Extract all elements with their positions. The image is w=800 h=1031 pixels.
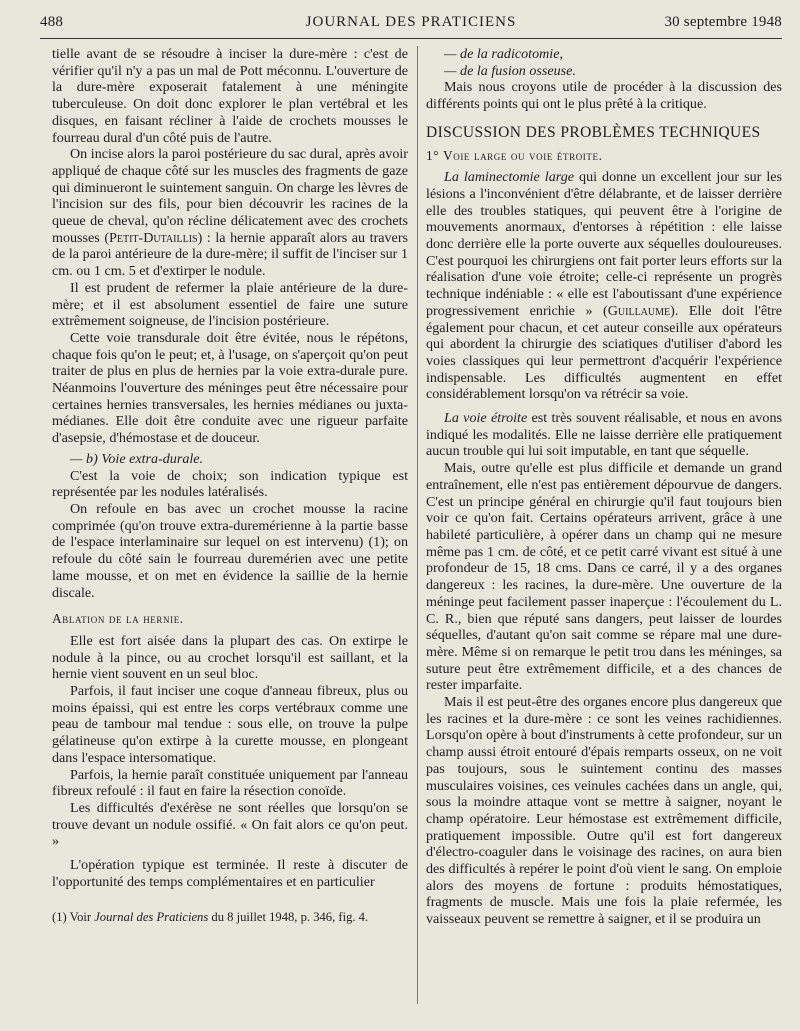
section-title: DISCUSSION DES PROBLÈMES TECHNIQUES [426,123,761,141]
paragraph: On incise alors la paroi postérieure du sac dural, après avoir appliqué de chaque côté sur les muscles des fragments de gaze qui diminueront le suintement sanguin. On charge les lèvres de l'incision sur des fils, pour bien découvrir les racines de la queue de cheval, qu'on récline délicatement avec des crochets mousses (Petit-Dutaillis) : la hernie apparaît alors au travers de la paroi antérieure de la dure-mère; il suffit de l'inciser sur 1 cm. ou 1 cm. 5 et d'extirper le nodule. [52,146,408,280]
header-rule [40,38,782,39]
subsection-heading: — b) Voie extra-durale. [70,450,204,467]
paragraph: Mais, outre qu'elle est plus difficile et demande un grand entraînement, elle n'est pas entièrement dépourvue de dangers. C'est un principe général en chirurgie qu'il faut toujours bien voir ce qu'on fait. Certains opérateurs arrivent, grâce à une habileté particulière, à opérer dans un champ qui ne mesure même pas 1 cm. de côté, et ce petit carré vivant est situé à une profondeur de 15, 18 cms. Dans ce carré, il y a des organes dangereux : les racines, la dure-mère. Une ouverture de la méninge peut facilement passer inaperçue : l'écoulement du L. C. R., bien que réputé sans dangers, peut laisser de lourdes séquelles, d'autant qu'on sait comme se répare mal une dure-mère. Même si on remarque le petit trou dans les méninges, sa suture peut être extrêmement difficile, et a des chances de rester imparfaite. [426,460,782,694]
paragraph: Parfois, la hernie paraît constituée uniquement par l'anneau fibreux refoulé : il faut en faire la résection conoïde. [52,766,408,800]
paragraph: Mais nous croyons utile de procéder à la discussion des différents points qui ont le plus prêté à la critique. [426,79,782,113]
paragraph: Les difficultés d'exérèse ne sont réelles que lorsqu'on se trouve devant un nodule ossifié. « On fait alors ce qu'on peut. » [52,799,408,850]
paragraph: L'opération typique est terminée. Il reste à discuter de l'opportunité des temps complémentaires et en particulier [52,857,408,890]
paragraph: Parfois, il faut inciser une coque d'anneau fibreux, plus ou moins épaissi, qui est entre les corps vertébraux comme une peau de tambour mal tendue : sous elle, on trouve la pulpe gélatineuse qu'on extirpe à la curette mousse, en plongeant dans l'espace intersomatique. [52,683,408,766]
page-header [40,14,782,34]
author-name: Guillaume [607,302,671,319]
paragraph: tielle avant de se résoudre à inciser la dure-mère : c'est de vérifier qu'il n'y a pas un mal de Pott méconnu. L'ouverture de la dure-mère exposerait fatalement à une méningite tuberculeuse. On doit donc explorer le plan vertébral et les disques, en faisant récliner à l'aide de crochets mousses le fourreau dural d'un côté puis de l'autre. [52,46,408,146]
list-item: — de la fusion osseuse. [444,62,576,79]
right-column [426,46,782,928]
issue-date: 30 septembre 1948 [664,14,782,30]
paragraph: Cette voie transdurale doit être évitée, nous le répétons, chaque fois qu'on le peut; et, à l'usage, on s'aperçoit qu'on peut traiter de plus en plus de hernies par la voie extra-durale pure. Néanmoins l'ouverture des méninges peut être nécessaire pour certaines hernies transversales, les hernies médianes ou juxta-médianes. Elle doit être conduite avec une rigueur parfaite d'asepsie, d'hémostase et de douceur. [52,329,408,447]
page-number: 488 [40,14,64,30]
paragraph: On refoule en bas avec un crochet mousse la racine comprimée (qu'on trouve extra-duremérienne à la partie basse de l'espace interlaminaire sur lequel on est intervenu) (1); on refoule du côté sain le fourreau duremérien avec une petite lame mousse, et on met en évidence la saillie de la hernie discale. [52,500,408,601]
paragraph: La laminectomie large qui donne un excellent jour sur les lésions a l'inconvénient d'être délabrante, et de laisser derrière elle des troubles statiques, qui peuvent être à l'origine de mouvements anormaux, d'entorses à répétition : elle laisse donc derrière elle la porte ouverte aux séquelles douloureuses. C'est pourquoi les chirurgiens ont fait porter leurs efforts sur la réalisation d'une voie étroite; celle-ci représente un progrès technique indéniable : « elle est l'aboutissant d'une expérience progressivement enrichie » (Guillaume). Elle doit l'être également pour chacun, et cet auteur conseille aux opérateurs qui abordent la chirurgie des sciatiques d'utiliser d'abord les voies classiques qui leur permettront d'acquérir l'expérience indispensable. Les difficultés augmentent en effet considérablement lorsqu'on va rétrécir sa voie. [426,169,782,403]
paragraph: La voie étroite est très souvent réalisable, et nous en avons indiqué les modalités. Elle ne laisse derrière elle pratiquement aucun trouble qui lui soit imputable, en tant que séquelle. [426,410,782,460]
list-item: — de la radicotomie, [444,46,563,62]
paragraph: Il est prudent de refermer la plaie antérieure de la dure-mère; et il est absolument essentiel de faire une suture extrêmement soigneuse, de l'incision postérieure. [52,279,408,330]
paragraph: Mais il est peut-être des organes encore plus dangereux que les racines et la dure-mère : ce sont les veines rachidiennes. Lorsqu'on opère à bout d'instruments à cette profondeur, sur un champ aussi étroit entouré d'épais remparts osseux, on ne voit pas toujours, sous le suintement continu des masses musculaires voisines, ces veinules cachées dans un angle, qui, sous la moindre attaque vont se mettre à saigner, noyant le champ opératoire. Leur hémostase est extrêmement difficile, pratiquement impossible. Outre qu'il est fort dangereux d'électro-coaguler dans le voisinage des racines, on aura bien des difficultés à repérer le point d'où vient le sang. On emploie alors des moyens de fortune : produits hémostatiques, fragments de muscle. Mais une fois la plaie refermée, les vaisseaux peuvent se remettre à saigner, et il se produira un [426,694,782,928]
journal-title: JOURNAL DES PRATICIENS [305,14,517,30]
column-divider [417,46,418,1004]
subsection-heading: 1° Voie large ou voie étroite. [426,147,603,163]
left-column [52,46,408,925]
paragraph: C'est la voie de choix; son indication typique est représentée par les nodules latéralisés. [52,467,408,501]
footnote: (1) Voir Journal des Praticiens du 8 juillet 1948, p. 346, fig. 4. [52,910,369,925]
paragraph: Elle est fort aisée dans la plupart des cas. On extirpe le nodule à la pince, ou au crochet lorsqu'il est saillant, et la hernie vient souvent en un seul bloc. [52,632,408,683]
section-heading: Ablation de la hernie. [52,611,184,627]
author-name: Petit-Dutaillis [109,229,198,246]
